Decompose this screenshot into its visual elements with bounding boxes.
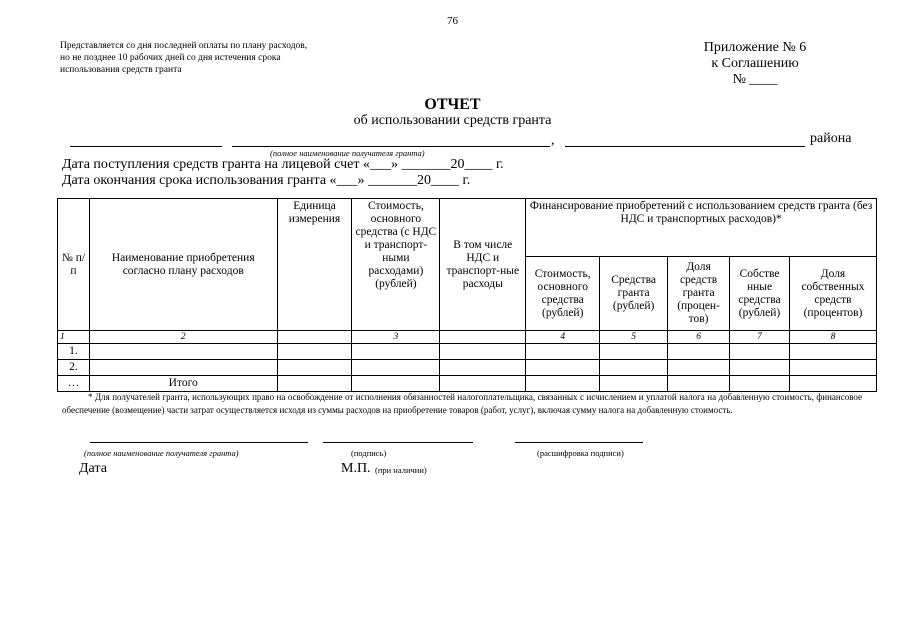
header-sub-grant-share: Доля средств гранта (процен-тов) <box>668 257 730 331</box>
header-vat: В том числе НДС и транспорт-ные расходы <box>440 199 526 331</box>
header-sub-own: Собстве нные средства (рублей) <box>730 257 790 331</box>
table-row-total <box>58 376 877 392</box>
recipient-signature-label: (полное наименование получателя гранта) <box>84 448 239 458</box>
date-expiry: Дата окончания срока использования гранта «___» _______20____ г. <box>62 173 471 188</box>
recipient-blank-middle <box>232 146 550 147</box>
footnote: * Для получателей гранта, использующих право на освобождение от исполнения обязанностей налогоплательщика, связанных с исчислением и уплатой налога на добавленную стоимость, финансовое обеспечение (возмещение) части затрат осуществляется исходя из суммы расходов на приобретение товаров (работ, услуг), включая сумму налога на добавленную стоимость. <box>62 392 862 415</box>
appendix-line1: Приложение № 6 <box>703 40 807 55</box>
submission-note-line3: использования средств гранта <box>60 65 182 75</box>
decryption-label: (расшифровка подписи) <box>537 448 624 458</box>
submission-note <box>60 40 360 76</box>
header-cost: Стоимость, основного средства (с НДС и транспорт-ными расходами) (рублей) <box>352 199 440 331</box>
signature-label: (подпись) <box>351 448 387 458</box>
header-sub-cost: Стоимость, основного средства (рублей) <box>526 257 600 331</box>
recipient-comma: , <box>551 133 555 148</box>
colnum-cell: 6 <box>668 331 730 344</box>
row-num: 1. <box>58 344 90 360</box>
appendix-header <box>670 40 840 88</box>
appendix-line2: к Соглашению <box>711 56 799 71</box>
row-num: 2. <box>58 360 90 376</box>
header-sub-grant: Средства гранта (рублей) <box>600 257 668 331</box>
column-numbers-row <box>58 331 877 344</box>
colnum-cell <box>277 331 352 344</box>
colnum-cell: 2 <box>89 331 277 344</box>
table-row <box>58 344 877 360</box>
submission-note-line1: Представляется со дня последней оплаты по плану расходов, <box>60 41 308 51</box>
recipient-signature-line <box>90 442 308 443</box>
colnum-cell: 3 <box>352 331 440 344</box>
colnum-cell: 8 <box>789 331 876 344</box>
district-label: района <box>810 131 852 146</box>
report-title: ОТЧЕТ <box>424 96 481 113</box>
header-num: № п/п <box>58 199 90 331</box>
colnum-cell: 1 <box>58 331 90 344</box>
page-number: 76 <box>447 15 458 27</box>
header-unit: Единица измерения <box>277 199 352 331</box>
submission-note-line2: но не позднее 10 рабочих дней со дня истечения срока <box>60 53 281 63</box>
row-name <box>89 360 277 376</box>
colnum-cell: 4 <box>526 331 600 344</box>
report-table <box>57 198 877 392</box>
row-name: Итого <box>89 376 277 392</box>
colnum-cell <box>440 331 526 344</box>
header-sub-own-share: Доля собственных средств (процентов) <box>789 257 876 331</box>
colnum-cell: 7 <box>730 331 790 344</box>
decryption-line <box>515 442 643 443</box>
report-subtitle: об использовании средств гранта <box>353 113 552 128</box>
recipient-blank-left <box>70 146 222 147</box>
stamp-label: М.П. <box>341 461 371 476</box>
colnum-cell: 5 <box>600 331 668 344</box>
date-label: Дата <box>79 461 107 476</box>
signature-line <box>323 442 473 443</box>
recipient-hint: (полное наименование получателя гранта) <box>270 148 425 158</box>
header-financing: Финансирование приобретений с использованием средств гранта (без НДС и транспортных расходов)* <box>526 199 877 257</box>
header-name: Наименование приобретения согласно плану расходов <box>89 199 277 331</box>
row-num: … <box>58 376 90 392</box>
stamp-note: (при наличии) <box>375 465 427 475</box>
table-row <box>58 360 877 376</box>
row-name <box>89 344 277 360</box>
district-blank <box>565 146 805 147</box>
appendix-line3: № ____ <box>732 72 778 87</box>
date-received: Дата поступления средств гранта на лицевой счет «___» _______20____ г. <box>62 157 504 172</box>
